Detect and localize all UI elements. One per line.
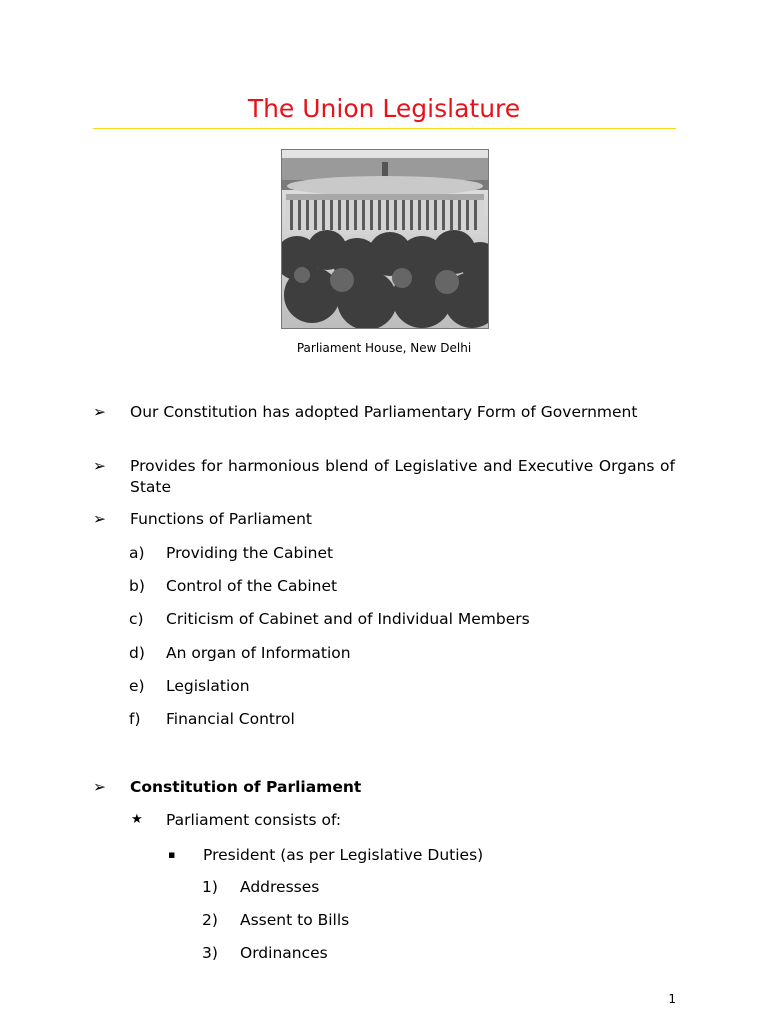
arrow-bullet-icon: ➢ — [93, 457, 106, 475]
function-text: Control of the Cabinet — [166, 577, 338, 595]
arrow-bullet-icon: ➢ — [93, 510, 106, 528]
list-marker: f) — [129, 710, 141, 728]
list-marker: a) — [129, 544, 145, 562]
list-marker: e) — [129, 677, 145, 695]
list-marker: d) — [129, 644, 145, 662]
title-underline — [93, 128, 676, 129]
list-marker: b) — [129, 577, 145, 595]
list-item-text: President (as per Legislative Duties) — [203, 846, 484, 864]
list-marker: c) — [129, 610, 144, 628]
section-heading-text: Constitution of Parliament — [130, 778, 362, 796]
function-text: Criticism of Cabinet and of Individual Members — [166, 610, 530, 628]
function-text: Providing the Cabinet — [166, 544, 334, 562]
function-text: Financial Control — [166, 710, 295, 728]
function-text: Legislation — [166, 677, 250, 695]
duty-text: Assent to Bills — [240, 911, 350, 929]
page-title: The Union Legislature — [247, 94, 521, 123]
list-item-text: Provides for harmonious blend of Legislative and Executive Organs of State — [130, 457, 675, 496]
duty-text: Ordinances — [240, 944, 328, 962]
parliament-house-photo — [281, 149, 489, 329]
list-marker: 1) — [202, 878, 218, 896]
arrow-bullet-icon: ➢ — [93, 403, 106, 421]
star-bullet-icon: ★ — [131, 812, 143, 827]
image-caption: Parliament House, New Delhi — [296, 341, 472, 355]
list-item-text: Functions of Parliament — [130, 510, 312, 528]
duty-text: Addresses — [240, 878, 320, 896]
arrow-bullet-icon: ➢ — [93, 778, 106, 796]
list-item-text: Our Constitution has adopted Parliamentary Form of Government — [130, 403, 638, 421]
square-bullet-icon: ▪ — [168, 848, 176, 861]
page-number: 1 — [668, 992, 676, 1006]
list-marker: 3) — [202, 944, 218, 962]
list-item-text: Parliament consists of: — [166, 811, 342, 829]
function-text: An organ of Information — [166, 644, 351, 662]
list-marker: 2) — [202, 911, 218, 929]
